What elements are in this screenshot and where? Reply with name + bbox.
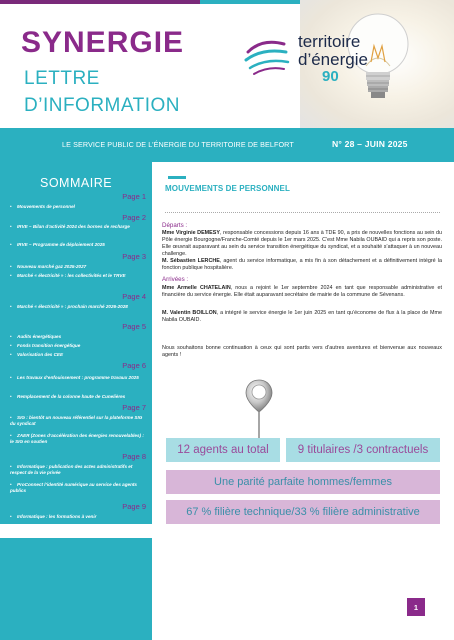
parity-box	[166, 470, 440, 494]
toc-page-label: Page 4	[122, 292, 146, 301]
logo-text-line1: territoire	[298, 32, 361, 51]
service-tagline: LE SERVICE PUBLIC DE L’ÉNERGIE DU TERRITOIRE DE BELFORT	[62, 140, 294, 149]
sidebar-footer-block	[0, 538, 152, 640]
issue-number: N° 28 – JUIN 2025	[332, 139, 408, 149]
toc-page-label: Page 9	[122, 502, 146, 511]
banner-content	[0, 128, 454, 162]
toc-item[interactable]: • Marché « électricité » : prochain marché 2026-2028	[10, 304, 128, 309]
agents-total-text: 12 agents au total	[177, 444, 269, 456]
filiere-text: 67 % filière technique/33 % filière administrative	[186, 506, 420, 518]
departs-paragraph-1: Mme Virginie DEMESY, responsable concessions depuis 16 ans à TDE 90, a pris de nouvelles fonctions au sein du Pôle énergie Bourgogne/Franche-Comté depuis le 1er mars 2025. C’est Mme Nabila OUBAID qui a repris son poste. Elle œuvrait auparavant au sein du service transition énergétique du syndicat, et a souhaité s’attaquer à un nouveau challenge.	[162, 230, 442, 258]
toc-item[interactable]: • Remplacement de la colonne haute de Cunelières	[10, 394, 126, 399]
toc-item[interactable]: • Audits énergétiques	[10, 334, 62, 339]
agents-total-box	[166, 438, 280, 462]
toc-page-label: Page 7	[122, 403, 146, 412]
toc-page-label: Page 1	[122, 192, 146, 201]
toc-item[interactable]: • Fonds transition énergétique	[10, 343, 81, 348]
top-accent-bar-purple	[0, 0, 200, 4]
logo-department-number: 90	[322, 68, 339, 85]
status-text: 9 titulaires /3 contractuels	[297, 444, 429, 456]
parity-text: Une parité parfaite hommes/femmes	[214, 476, 392, 488]
toc-page-label: Page 8	[122, 452, 146, 461]
closing-paragraph: Nous souhaitons bonne continuation à ceux qui sont partis vers d’autres aventures et bienvenue aux nouveaux agents !	[162, 345, 442, 359]
status-box	[286, 438, 440, 462]
toc-page-label: Page 6	[122, 361, 146, 370]
toc-item[interactable]: • ProConnect l’identité numérique au service des agents publics	[10, 482, 137, 493]
section-title: MOUVEMENTS DE PERSONNEL	[165, 184, 290, 193]
territoire-energie-logo	[244, 30, 424, 100]
logo-text-line2: d’énergie	[298, 50, 368, 69]
filiere-box	[166, 500, 440, 524]
header	[0, 0, 454, 128]
toc-item[interactable]: • IRVE – Programme de déploiement 2025	[10, 242, 105, 247]
section-divider	[165, 212, 440, 213]
departs-paragraph-2: M. Sébastien LERCHE, agent du service informatique, a mis fin à son détachement et a définitivement intégré la fonction publique hospitalière.	[162, 258, 442, 272]
toc-page-label: Page 3	[122, 252, 146, 261]
toc-item[interactable]: • Informatique : les formations à venir	[10, 514, 97, 519]
departs-heading: Départs :	[162, 222, 188, 229]
energy-swoosh-icon	[244, 36, 292, 76]
newsletter-subtitle-line1: LETTRE	[24, 68, 100, 89]
toc-item[interactable]: • Mouvements de personnel	[10, 204, 75, 209]
toc-item[interactable]: • Valorisation des CEE	[10, 352, 64, 357]
arrivees-paragraph-1: Mme Armelle CHATELAIN, nous a rejoint le 1er septembre 2024 en tant que responsable administrative et financière du service énergie. Elle était auparavant secrétaire de mairie de la commune de Sévenans.	[162, 285, 442, 299]
newsletter-subtitle-line2: D’INFORMATION	[24, 95, 181, 116]
toc-title: SOMMAIRE	[40, 176, 113, 190]
arrivees-heading: Arrivées :	[162, 276, 189, 283]
sidebar-gap	[0, 524, 152, 538]
toc-item[interactable]: • Informatique : publication des actes administratifs et respect de la vie privée	[10, 464, 133, 475]
toc-page-label: Page 5	[122, 322, 146, 331]
toc-page-label: Page 2	[122, 213, 146, 222]
section-accent-bar	[168, 176, 186, 179]
toc-item[interactable]: • Marché « électricité » : les collectivités et le TRVE	[10, 273, 126, 278]
newsletter-title: SYNERGIE	[21, 26, 185, 59]
arrivees-paragraph-2: M. Valentin BOILLON, a intégré le service énergie le 1er juin 2025 en tant qu’économe de flux à la place de Mme Nabila OUBAID.	[162, 310, 442, 324]
toc-item[interactable]: • Les travaux d’enfouissement : programme travaux 2025	[10, 375, 139, 380]
toc-item[interactable]: • SIG : bientôt un nouveau référentiel sur la plateforme SIG du syndicat	[10, 415, 143, 426]
map-pin-icon	[244, 378, 274, 440]
table-of-contents	[0, 162, 152, 524]
toc-item[interactable]: • Nouveau marché gaz 2025-2027	[10, 264, 87, 269]
toc-item[interactable]: • ZAER (Zones d’accélération des énergies renouvelables) : le SIG en soutien	[10, 433, 144, 444]
toc-item[interactable]: • IRVE – Bilan d’activité 2024 des bornes de recharge	[10, 224, 130, 229]
page-number: 1	[407, 598, 425, 616]
